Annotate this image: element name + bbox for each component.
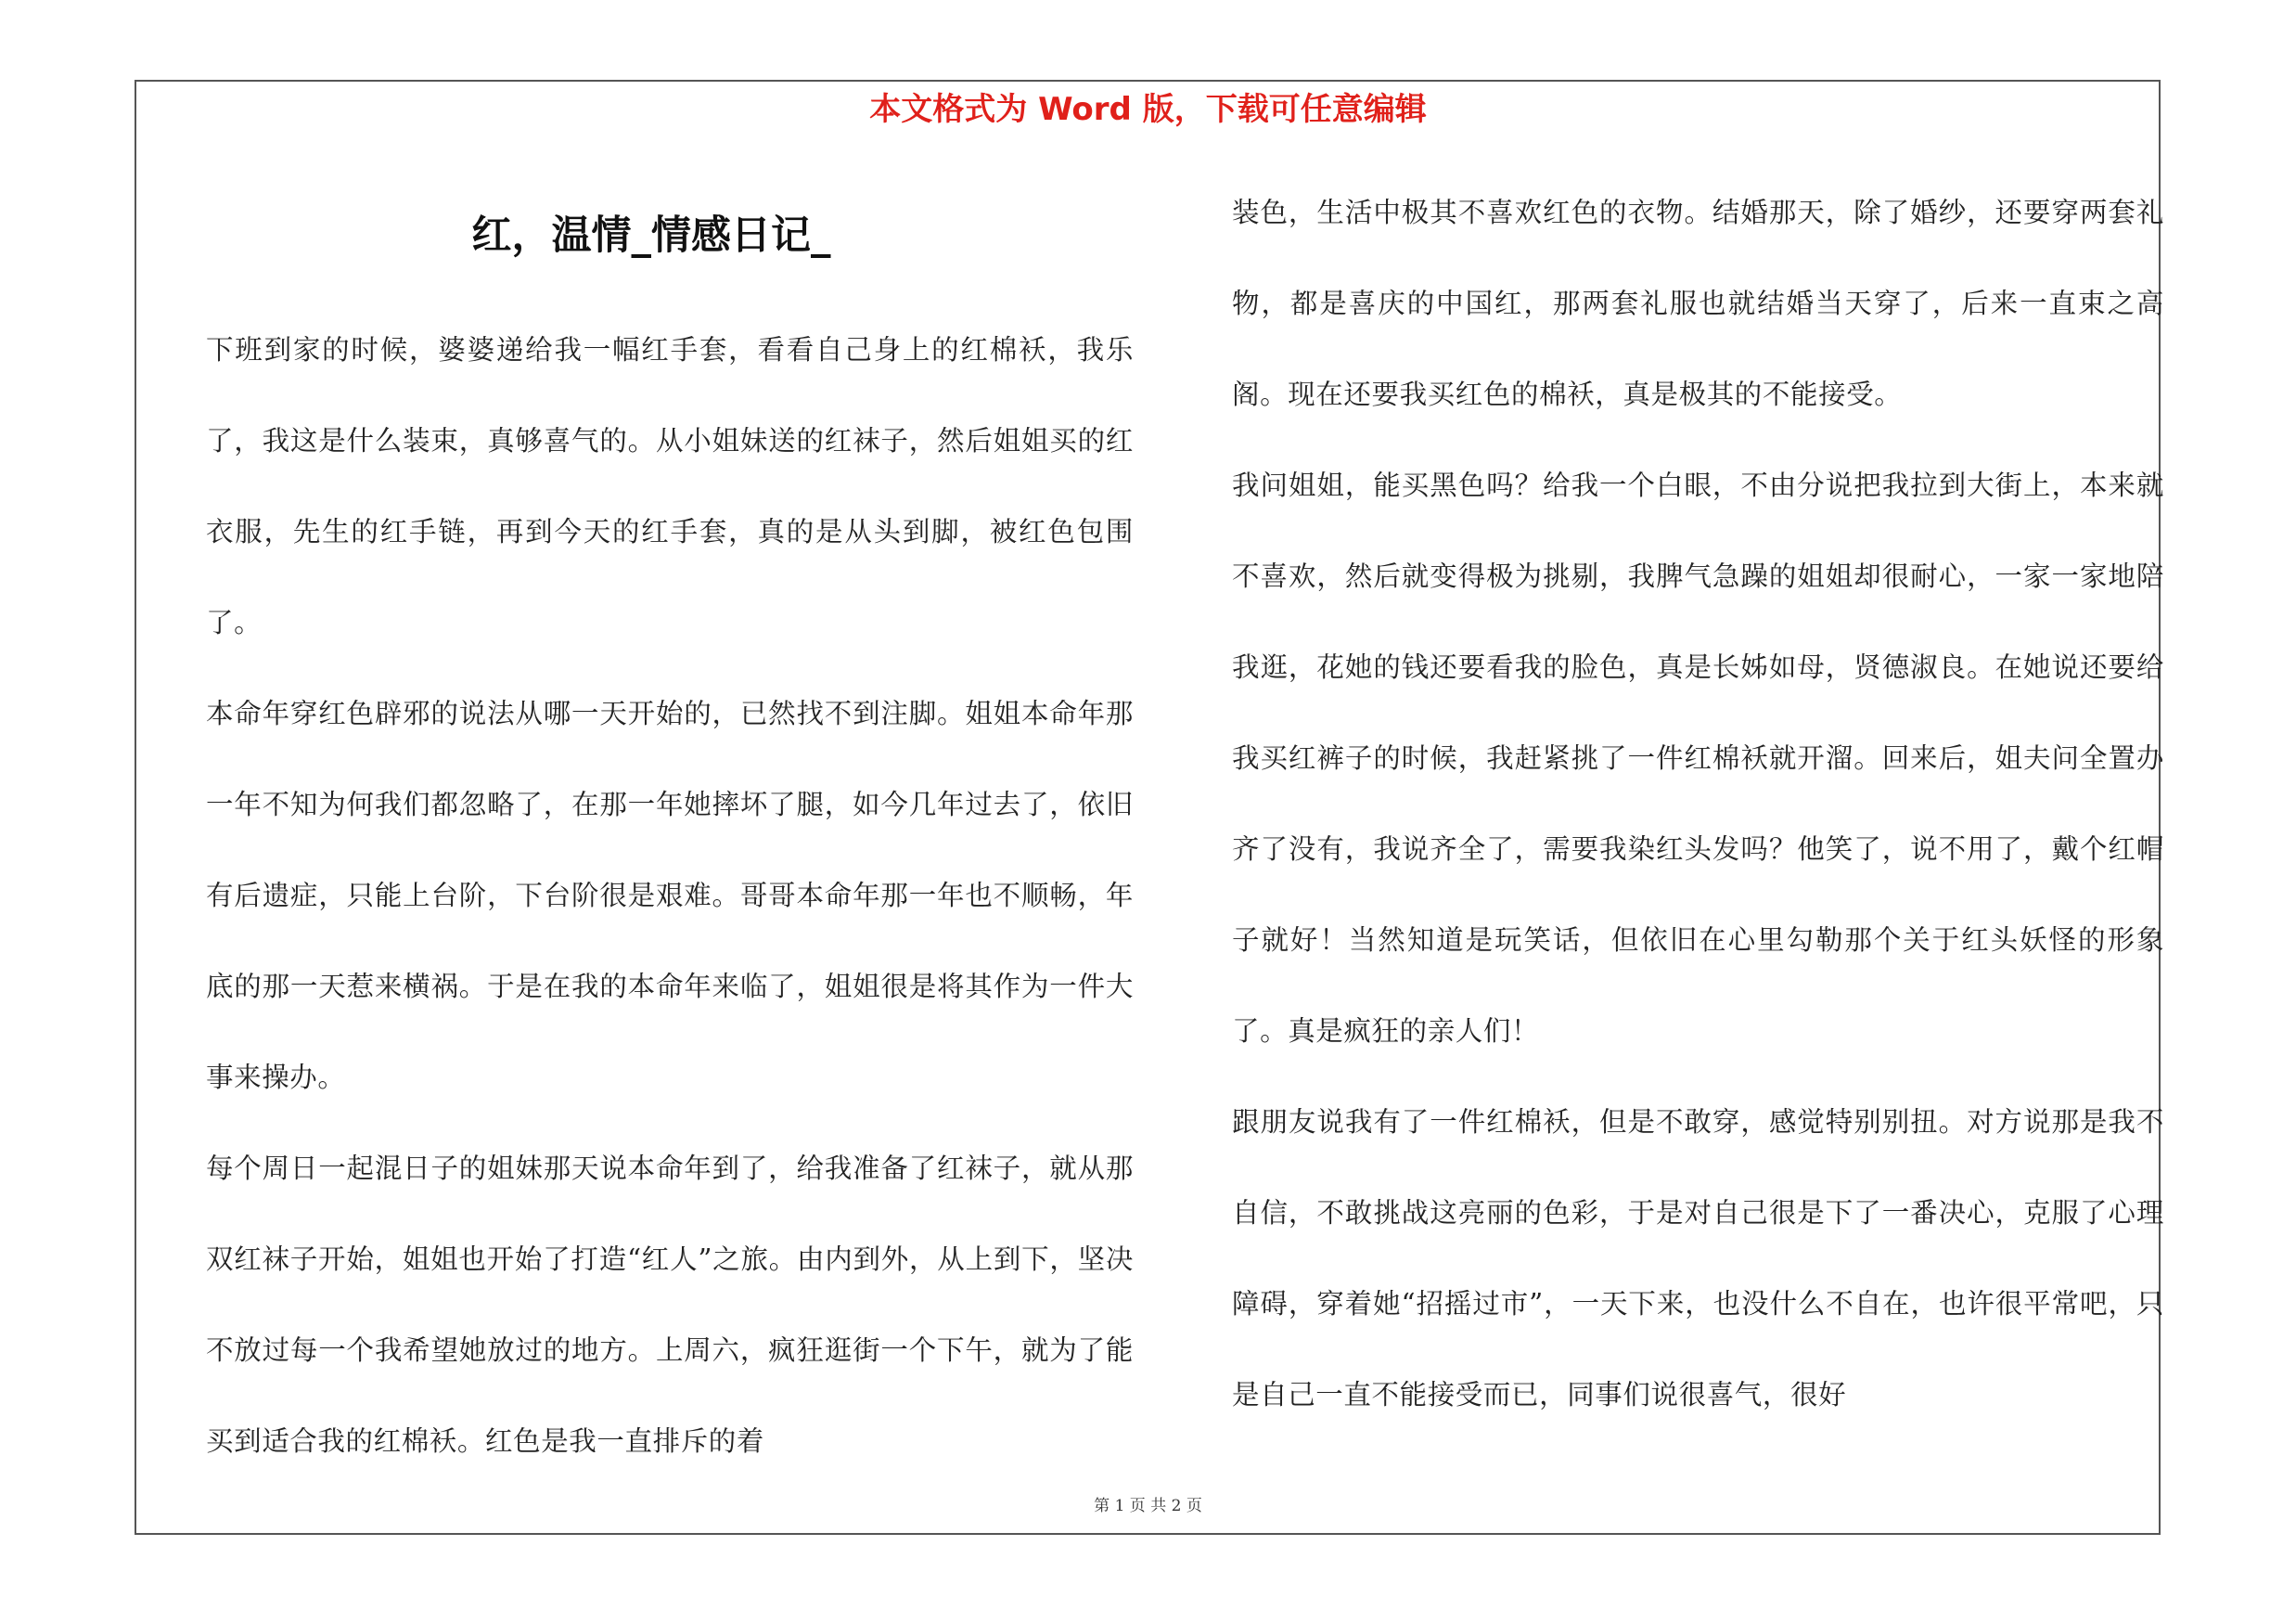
paragraph: 下班到家的时候，婆婆递给我一幅红手套，看看自己身上的红棉袄，我乐了，我这是什么装束，真够喜气的。从小姐妹送的红袜子，然后姐姐买的红衣服，先生的红手链，再到今天的红手套，真的是从头到脚，被红色包围了。 bbox=[206, 334, 1134, 638]
document-title: 红，温情_情感日记_ bbox=[471, 213, 831, 259]
paragraph: 装色，生活中极其不喜欢红色的衣物。结婚那天，除了婚纱，还要穿两套礼物，都是喜庆的中国红，那两套礼服也就结婚当天穿了，后来一直束之高阁。现在还要我买红色的棉袄，真是极其的不能接受。 bbox=[1232, 197, 2164, 410]
paragraph: 每个周日一起混日子的姐妹那天说本命年到了，给我准备了红袜子，就从那双红袜子开始，姐姐也开始了打造“红人”之旅。由内到外，从上到下，坚决不放过每一个我希望她放过的地方。上周六，疯狂逛街一个下午，就为了能买到适合我的红棉袄。红色是我一直排斥的着 bbox=[206, 1153, 1134, 1457]
right-column bbox=[1232, 167, 2164, 1440]
paragraph: 本命年穿红色辟邪的说法从哪一天开始的，已然找不到注脚。姐姐本命年那一年不知为何我们都忽略了，在那一年她摔坏了腿，如今几年过去了，依旧有后遗症，只能上台阶，下台阶很是艰难。哥哥本命年那一年也不顺畅，年底的那一天惹来横祸。于是在我的本命年来临了，姐姐很是将其作为一件大事来操办。 bbox=[206, 698, 1134, 1093]
editable-banner: 本文格式为 Word 版，下载可任意编辑 bbox=[869, 91, 1427, 128]
paragraph: 我问姐姐，能买黑色吗？给我一个白眼，不由分说把我拉到大街上，本来就不喜欢，然后就变得极为挑剔，我脾气急躁的姐姐却很耐心，一家一家地陪我逛，花她的钱还要看我的脸色，真是长姊如母，贤德淑良。在她说还要给我买红裤子的时候，我赶紧挑了一件红棉袄就开溜。回来后，姐夫问全置办齐了没有，我说齐全了，需要我染红头发吗？他笑了，说不用了，戴个红帽子就好！当然知道是玩笑话，但依旧在心里勾勒那个关于红头妖怪的形象了。真是疯狂的亲人们！ bbox=[1232, 470, 2164, 1047]
left-column bbox=[206, 167, 1134, 1487]
page-number-footer: 第 1 页 共 2 页 bbox=[1094, 1497, 1202, 1515]
paragraph: 跟朋友说我有了一件红棉袄，但是不敢穿，感觉特别别扭。对方说那是我不自信，不敢挑战这亮丽的色彩，于是对自己很是下了一番决心，克服了心理障碍，穿着她“招摇过市”，一天下来，也没什么不自在，也许很平常吧，只是自己一直不能接受而已，同事们说很喜气，很好 bbox=[1232, 1106, 2164, 1410]
